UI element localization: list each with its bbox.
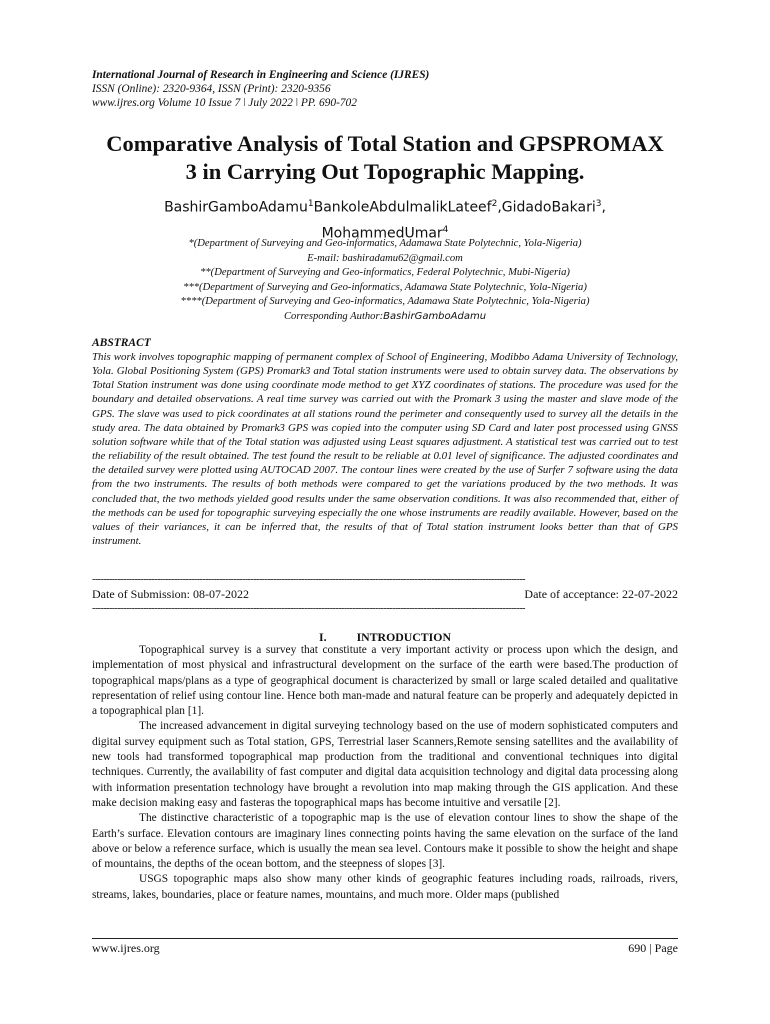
abstract-heading: ABSTRACT (92, 337, 151, 349)
paragraph: The increased advancement in digital surveying technology based on the use of modern sophisticated computers and digital survey equipment such as Total station, GPS, Terrestrial laser Scanners,Remote sensing satellites and the availability of new tools had transformed topographical map production from the traditional and conventional techniques into digital techniques. Currently, the availability of fast computer and digital data acquisition technology and digital data processing along with information presentation technology have brought a revolution into map making through the GIS application. And these make decision making easy and fasteras the topographical maps has become intuitive and versatile [2]. (92, 720, 678, 809)
paper-title (60, 130, 710, 186)
affiliation-3: ***(Department of Surveying and Geo-informatics, Adamawa State Polytechnic, Yola-Nigeria) (183, 281, 587, 293)
date-of-submission: Date of Submission: 08-07-2022 (92, 587, 249, 601)
affiliations (92, 237, 678, 324)
affiliation-4: ****(Department of Surveying and Geo-informatics, Adamawa State Polytechnic, Yola-Nigeria) (180, 296, 590, 307)
body-text (92, 643, 678, 903)
footer-website: www.ijres.org (92, 941, 160, 955)
author-3-sup: 3 (595, 199, 602, 209)
author-3-name: ,GidadoBakari (497, 199, 596, 216)
journal-volume: www.ijres.org Volume 10 Issue 7 ǀ July 2022 ǀ PP. 690-702 (92, 97, 357, 109)
journal-name: International Journal of Research in Engineering and Science (IJRES) (92, 69, 430, 81)
footer-page-number: 690 | Page (628, 941, 678, 955)
author-4-sup: 4 (442, 224, 449, 235)
author-email: E-mail: bashiradamu62@gmail.com (307, 252, 463, 264)
author-separator: , (601, 199, 606, 216)
author-1-sup: 1 (307, 199, 314, 209)
section-number: I. (319, 630, 327, 644)
author-2-sup: 2 (491, 199, 498, 209)
title-line-2: 3 in Carrying Out Topographic Mapping. (185, 159, 585, 184)
corresponding-label: Corresponding Author: (283, 310, 384, 322)
date-of-acceptance: Date of acceptance: 22-07-2022 (524, 587, 678, 601)
abstract-text: This work involves topographic mapping of permanent complex of School of Engineering, Modibbo Adama University of Technology, Yola. Global Positioning System (GPS) Promark3 and Total station instruments were used to obtain survey data. The observations by Total Station instrument was done using coordinate mode method to get XYZ coordinates of stations. The procedure was used for the boundary and detailed observations. A real time survey was carried out with the Promark 3 using the master and slave mode of the GPS. The slave was used to pick coordinates at all stations round the perimeter and consequently used to survey all the details in the study area. The data obtained by Promark3 GPS was copied into the computer using SD Card and later post processed using GNSS solution software while that of the Total station was adjusted using Least squares adjustment. A statistical test was carried out to test the reliability of the result obtained. The test found the result to be reliable at 0.01 level of significance. The adjusted coordinates and the detailed survey were plotted using AUTOCAD 2007. The contour lines were created by the use of Surfer 7 software using the data from the two instruments. The results of both methods were compared to get the variations produced by the two methods. It was concluded that, the two methods yielded good results under the same observation conditions. It was also recommended that, either of the methods can be used for topographic surveying especially the one whose instruments are readily available. However, based on the values of their variances, it can be inferred that, the results of that of Total station instrument looks better than that of GPS instrument. (92, 351, 678, 548)
affiliation-2: **(Department of Surveying and Geo-informatics, Federal Polytechnic, Mubi-Nigeria) (200, 267, 570, 278)
paragraph: Topographical survey is a survey that constitute a very important activity or process upon which the design, and implementation of most physical and infrastructural development on the surface of the earth were based.The production of topographical maps/plans as a type of geographical document is characterized by small or large scaled detailed and qualitative representation of relief using contour line. Hence both man-made and natural feature can be properly and adequately depicted in a topographical plan [1]. (92, 644, 678, 718)
author-line-1 (90, 193, 680, 219)
title-line-1: Comparative Analysis of Total Station and GPSPROMAX (106, 131, 664, 156)
author-1-name: BashirGamboAdamu (164, 199, 308, 216)
footer-rule (92, 938, 678, 939)
corresponding-author (92, 310, 678, 325)
journal-issn: ISSN (Online): 2320-9364, ISSN (Print): 2320-9356 (92, 83, 331, 95)
author-2-name: BankoleAbdulmalikLateef (313, 199, 492, 216)
affiliation-1: *(Department of Surveying and Geo-informatics, Adamawa State Polytechnic, Yola-Nigeria) (188, 238, 582, 249)
author-4-name: MohammedUmar (321, 225, 443, 242)
divider-bottom: --------------------------------------------------------------------------------------------------------------------------------------------------------- (92, 603, 526, 614)
corresponding-name: BashirGamboAdamu (383, 310, 487, 322)
journal-header (92, 68, 692, 110)
divider-top: --------------------------------------------------------------------------------------------------------------------------------------------------------- (92, 574, 526, 585)
paragraph: USGS topographic maps also show many other kinds of geographic features including roads, railroads, rivers, streams, lakes, boundaries, place or feature names, mountains, and much more. Older maps (published (92, 873, 678, 901)
paragraph: The distinctive characteristic of a topographic map is the use of elevation contour lines to show the shape of the Earth’s surface. Elevation contours are imaginary lines connecting points having the same elevation on the surface of the land above or below a reference surface, which is usually the mean sea level. Contours make it possible to show the height and shape of mountains, the depths of the ocean bottom, and the steepness of slopes [3]. (92, 812, 678, 871)
section-title: INTRODUCTION (356, 630, 451, 644)
